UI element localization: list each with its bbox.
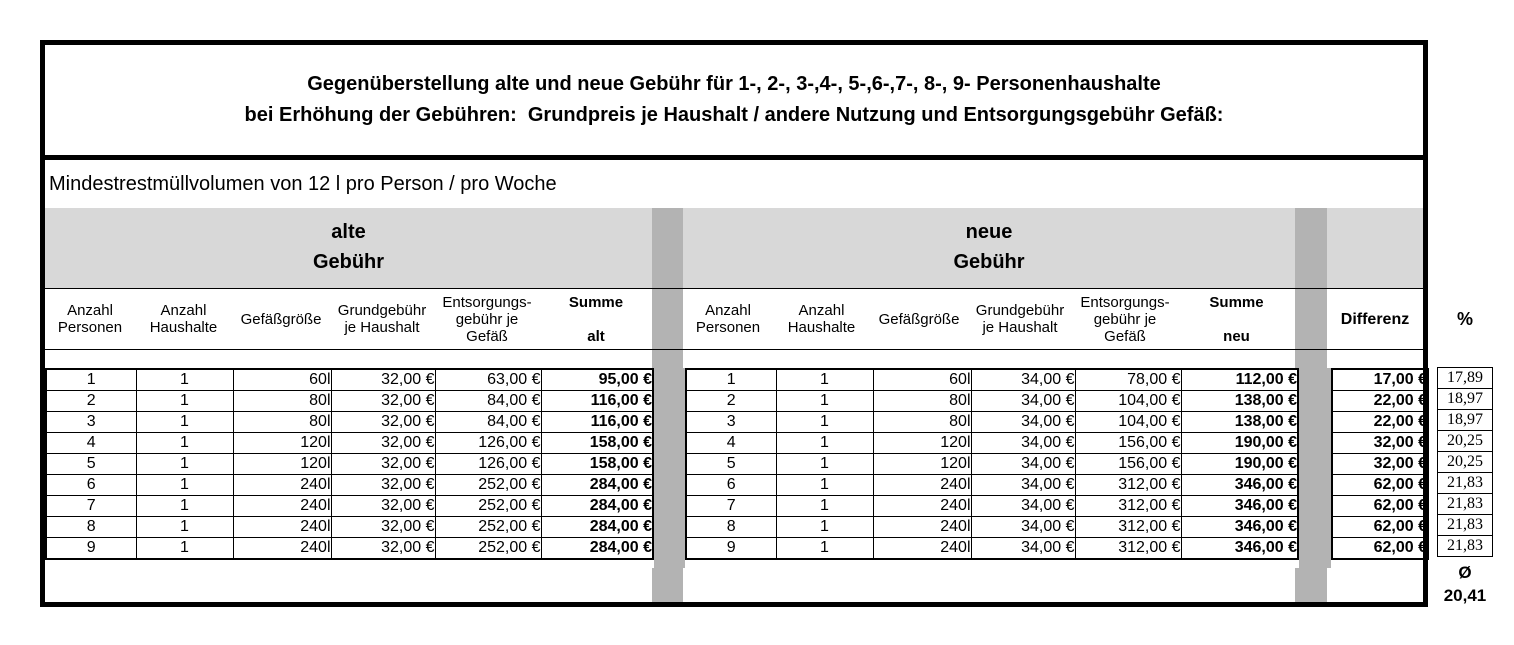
cell-base-fee: 32,00 € xyxy=(331,454,435,475)
header-new-entsorgungsgebuehr: Entsorgungs- gebühr je Gefäß xyxy=(1080,293,1170,345)
cell-percent: 21,83 xyxy=(1438,515,1493,536)
table-row xyxy=(686,369,1298,391)
cell-sum-new: 190,00 € xyxy=(1181,454,1298,475)
cell-percent: 18,97 xyxy=(1438,410,1493,431)
table-row xyxy=(1332,412,1428,433)
header-summe-neu-bottom: neu xyxy=(1223,328,1250,345)
table-row xyxy=(1332,475,1428,496)
cell-container-size: 80l xyxy=(873,412,971,433)
table-row xyxy=(1438,536,1493,557)
separator-band-right xyxy=(1295,289,1327,349)
table-row xyxy=(46,433,653,454)
cell-difference: 62,00 € xyxy=(1332,475,1428,496)
average-symbol: Ø xyxy=(1458,563,1472,582)
separator-band-left xyxy=(652,208,683,288)
table-row xyxy=(1438,494,1493,515)
table-row xyxy=(46,517,653,538)
cell-sum-new: 346,00 € xyxy=(1181,517,1298,538)
table-row xyxy=(686,538,1298,560)
header-old-anzahl-haushalte: Anzahl Haushalte xyxy=(149,302,218,336)
header-summe-alt xyxy=(540,289,652,349)
cell-disposal-fee: 126,00 € xyxy=(435,454,541,475)
document-title xyxy=(45,45,1423,160)
cell-households: 1 xyxy=(136,369,233,391)
table-row xyxy=(1438,473,1493,494)
header-differenz: Differenz xyxy=(1340,310,1410,328)
cell-disposal-fee: 126,00 € xyxy=(435,433,541,454)
cell-disposal-fee: 78,00 € xyxy=(1075,369,1181,391)
cell-disposal-fee: 63,00 € xyxy=(435,369,541,391)
cell-sum-old: 158,00 € xyxy=(541,454,653,475)
cell-sum-old: 284,00 € xyxy=(541,538,653,560)
cell-households: 1 xyxy=(776,391,873,412)
old-fee-table xyxy=(45,368,654,560)
percent-spacer xyxy=(1437,349,1493,367)
cell-persons: 1 xyxy=(46,369,136,391)
cell-persons: 9 xyxy=(686,538,776,560)
cell-disposal-fee: 252,00 € xyxy=(435,475,541,496)
separator-band-left xyxy=(652,289,683,349)
cell-difference: 62,00 € xyxy=(1332,496,1428,517)
cell-container-size: 80l xyxy=(233,391,331,412)
cell-sum-new: 190,00 € xyxy=(1181,433,1298,454)
cell-disposal-fee: 156,00 € xyxy=(1075,454,1181,475)
cell-container-size: 60l xyxy=(233,369,331,391)
cell-persons: 3 xyxy=(46,412,136,433)
table-row xyxy=(46,369,653,391)
cell-households: 1 xyxy=(776,538,873,560)
cell-base-fee: 34,00 € xyxy=(971,517,1075,538)
column-header-row xyxy=(45,289,1423,350)
header-summe-alt-top: Summe xyxy=(568,294,624,311)
table-row xyxy=(686,517,1298,538)
cell-container-size: 80l xyxy=(873,391,971,412)
cell-container-size: 60l xyxy=(873,369,971,391)
cell-persons: 7 xyxy=(46,496,136,517)
table-row xyxy=(1332,369,1428,391)
average-value: 20,41 xyxy=(1443,586,1487,605)
title-line-2: bei Erhöhung der Gebühren: Grundpreis je Haushalt / andere Nutzung und Entsorgungsgebühr Gefäß: xyxy=(244,104,1224,126)
cell-disposal-fee: 84,00 € xyxy=(435,391,541,412)
cell-base-fee: 32,00 € xyxy=(331,391,435,412)
header-new-anzahl-personen: Anzahl Personen xyxy=(695,302,761,336)
old-fee-band-label: alte Gebühr xyxy=(45,208,652,288)
cell-households: 1 xyxy=(776,454,873,475)
cell-base-fee: 34,00 € xyxy=(971,538,1075,560)
cell-percent: 21,83 xyxy=(1438,473,1493,494)
cell-base-fee: 34,00 € xyxy=(971,369,1075,391)
table-row xyxy=(1438,410,1493,431)
cell-persons: 1 xyxy=(686,369,776,391)
cell-persons: 7 xyxy=(686,496,776,517)
cell-households: 1 xyxy=(776,412,873,433)
separator-band-left xyxy=(652,568,683,602)
section-band-row xyxy=(45,208,1423,289)
cell-base-fee: 34,00 € xyxy=(971,391,1075,412)
separator-band-left xyxy=(652,350,683,368)
cell-households: 1 xyxy=(136,412,233,433)
table-row xyxy=(1332,391,1428,412)
table-row xyxy=(1332,517,1428,538)
cell-percent: 20,25 xyxy=(1438,431,1493,452)
table-row xyxy=(46,412,653,433)
header-summe-neu xyxy=(1178,289,1295,349)
cell-difference: 22,00 € xyxy=(1332,391,1428,412)
header-summe-neu-top: Summe xyxy=(1209,294,1264,311)
cell-difference: 22,00 € xyxy=(1332,412,1428,433)
cell-sum-new: 138,00 € xyxy=(1181,391,1298,412)
cell-disposal-fee: 84,00 € xyxy=(435,412,541,433)
cell-households: 1 xyxy=(776,369,873,391)
cell-disposal-fee: 312,00 € xyxy=(1075,496,1181,517)
cell-persons: 9 xyxy=(46,538,136,560)
cell-sum-new: 138,00 € xyxy=(1181,412,1298,433)
cell-container-size: 120l xyxy=(233,433,331,454)
cell-sum-old: 284,00 € xyxy=(541,475,653,496)
header-old-entsorgungsgebuehr: Entsorgungs- gebühr je Gefäß xyxy=(442,293,532,345)
cell-persons: 5 xyxy=(686,454,776,475)
cell-difference: 17,00 € xyxy=(1332,369,1428,391)
cell-container-size: 240l xyxy=(233,475,331,496)
header-new-anzahl-haushalte: Anzahl Haushalte xyxy=(787,302,856,336)
table-row xyxy=(1438,515,1493,536)
cell-percent: 17,89 xyxy=(1438,368,1493,389)
cell-persons: 8 xyxy=(686,517,776,538)
cell-disposal-fee: 312,00 € xyxy=(1075,538,1181,560)
cell-base-fee: 32,00 € xyxy=(331,412,435,433)
cell-container-size: 240l xyxy=(233,496,331,517)
cell-difference: 62,00 € xyxy=(1332,538,1428,560)
cell-sum-new: 346,00 € xyxy=(1181,496,1298,517)
table-row xyxy=(686,475,1298,496)
cell-persons: 4 xyxy=(686,433,776,454)
cell-base-fee: 32,00 € xyxy=(331,433,435,454)
percent-average xyxy=(1437,561,1493,607)
cell-base-fee: 34,00 € xyxy=(971,412,1075,433)
cell-base-fee: 32,00 € xyxy=(331,538,435,560)
table-row xyxy=(46,391,653,412)
data-area xyxy=(45,368,1427,568)
cell-persons: 6 xyxy=(686,475,776,496)
cell-persons: 2 xyxy=(46,391,136,412)
cell-container-size: 120l xyxy=(873,454,971,475)
cell-households: 1 xyxy=(136,538,233,560)
cell-difference: 32,00 € xyxy=(1332,454,1428,475)
cell-households: 1 xyxy=(136,454,233,475)
separator-band-right xyxy=(1299,368,1331,568)
cell-sum-new: 346,00 € xyxy=(1181,538,1298,560)
cell-base-fee: 32,00 € xyxy=(331,496,435,517)
cell-base-fee: 34,00 € xyxy=(971,433,1075,454)
cell-container-size: 240l xyxy=(873,517,971,538)
spacer-row xyxy=(45,350,1423,368)
cell-container-size: 120l xyxy=(233,454,331,475)
cell-percent: 21,83 xyxy=(1438,494,1493,515)
separator-band-right xyxy=(1295,568,1327,602)
cell-persons: 2 xyxy=(686,391,776,412)
cell-container-size: 120l xyxy=(873,433,971,454)
minimum-volume-note: Mindestrestmüllvolumen von 12 l pro Person / pro Woche xyxy=(49,172,557,195)
header-summe-alt-bottom: alt xyxy=(587,328,605,345)
cell-households: 1 xyxy=(136,517,233,538)
cell-households: 1 xyxy=(136,433,233,454)
cell-base-fee: 34,00 € xyxy=(971,475,1075,496)
cell-sum-new: 346,00 € xyxy=(1181,475,1298,496)
table-row xyxy=(1332,433,1428,454)
percent-table xyxy=(1437,367,1493,557)
header-old-anzahl-personen: Anzahl Personen xyxy=(57,302,123,336)
cell-sum-new: 112,00 € xyxy=(1181,369,1298,391)
cell-percent: 20,25 xyxy=(1438,452,1493,473)
cell-sum-old: 116,00 € xyxy=(541,391,653,412)
cell-sum-old: 95,00 € xyxy=(541,369,653,391)
separator-band-left xyxy=(654,368,685,568)
header-new-gefaessgroesse: Gefäßgröße xyxy=(878,310,960,328)
cell-persons: 4 xyxy=(46,433,136,454)
table-row xyxy=(686,496,1298,517)
cell-disposal-fee: 252,00 € xyxy=(435,517,541,538)
cell-disposal-fee: 104,00 € xyxy=(1075,391,1181,412)
cell-disposal-fee: 252,00 € xyxy=(435,496,541,517)
new-fee-band-label: neue Gebühr xyxy=(683,208,1295,288)
table-row xyxy=(1332,538,1428,560)
cell-base-fee: 32,00 € xyxy=(331,517,435,538)
cell-difference: 62,00 € xyxy=(1332,517,1428,538)
cell-households: 1 xyxy=(776,517,873,538)
cell-container-size: 240l xyxy=(873,475,971,496)
cell-sum-old: 158,00 € xyxy=(541,433,653,454)
cell-container-size: 80l xyxy=(233,412,331,433)
cell-households: 1 xyxy=(776,475,873,496)
cell-container-size: 240l xyxy=(233,517,331,538)
cell-households: 1 xyxy=(136,496,233,517)
cell-sum-old: 284,00 € xyxy=(541,517,653,538)
table-row xyxy=(46,496,653,517)
table-row xyxy=(1332,496,1428,517)
cell-disposal-fee: 104,00 € xyxy=(1075,412,1181,433)
cell-persons: 8 xyxy=(46,517,136,538)
cell-persons: 3 xyxy=(686,412,776,433)
table-row xyxy=(686,454,1298,475)
cell-base-fee: 32,00 € xyxy=(331,475,435,496)
bottom-filler-row xyxy=(45,568,1423,602)
cell-container-size: 240l xyxy=(873,538,971,560)
header-new-grundgebuehr: Grundgebühr je Haushalt xyxy=(975,302,1065,336)
cell-base-fee: 34,00 € xyxy=(971,454,1075,475)
cell-households: 1 xyxy=(776,433,873,454)
cell-container-size: 240l xyxy=(233,538,331,560)
table-row xyxy=(686,433,1298,454)
main-table-frame xyxy=(40,40,1428,607)
percent-column xyxy=(1437,289,1493,607)
cell-sum-old: 284,00 € xyxy=(541,496,653,517)
cell-container-size: 240l xyxy=(873,496,971,517)
table-row xyxy=(1438,368,1493,389)
separator-band-right xyxy=(1295,350,1327,368)
table-row xyxy=(686,391,1298,412)
cell-sum-old: 116,00 € xyxy=(541,412,653,433)
table-row xyxy=(1438,431,1493,452)
cell-disposal-fee: 252,00 € xyxy=(435,538,541,560)
new-fee-table xyxy=(685,368,1299,560)
cell-difference: 32,00 € xyxy=(1332,433,1428,454)
cell-base-fee: 32,00 € xyxy=(331,369,435,391)
table-row xyxy=(686,412,1298,433)
header-old-gefaessgroesse: Gefäßgröße xyxy=(240,310,322,328)
table-row xyxy=(1332,454,1428,475)
difference-band-cell xyxy=(1327,208,1423,288)
table-row xyxy=(1438,452,1493,473)
title-line-1: Gegenüberstellung alte und neue Gebühr für 1-, 2-, 3-,4-, 5-,6-,7-, 8-, 9- Personenhaushalte xyxy=(307,73,1161,95)
table-row xyxy=(46,454,653,475)
cell-percent: 18,97 xyxy=(1438,389,1493,410)
table-row xyxy=(46,538,653,560)
cell-households: 1 xyxy=(136,475,233,496)
cell-households: 1 xyxy=(776,496,873,517)
cell-disposal-fee: 312,00 € xyxy=(1075,517,1181,538)
cell-percent: 21,83 xyxy=(1438,536,1493,557)
header-percent: % xyxy=(1456,308,1473,329)
cell-persons: 6 xyxy=(46,475,136,496)
subtitle-row xyxy=(45,160,1423,208)
difference-table xyxy=(1331,368,1429,560)
cell-base-fee: 34,00 € xyxy=(971,496,1075,517)
cell-disposal-fee: 156,00 € xyxy=(1075,433,1181,454)
cell-households: 1 xyxy=(136,391,233,412)
cell-disposal-fee: 312,00 € xyxy=(1075,475,1181,496)
separator-band-right xyxy=(1295,208,1327,288)
table-row xyxy=(46,475,653,496)
cell-persons: 5 xyxy=(46,454,136,475)
header-old-grundgebuehr: Grundgebühr je Haushalt xyxy=(337,302,427,336)
table-row xyxy=(1438,389,1493,410)
